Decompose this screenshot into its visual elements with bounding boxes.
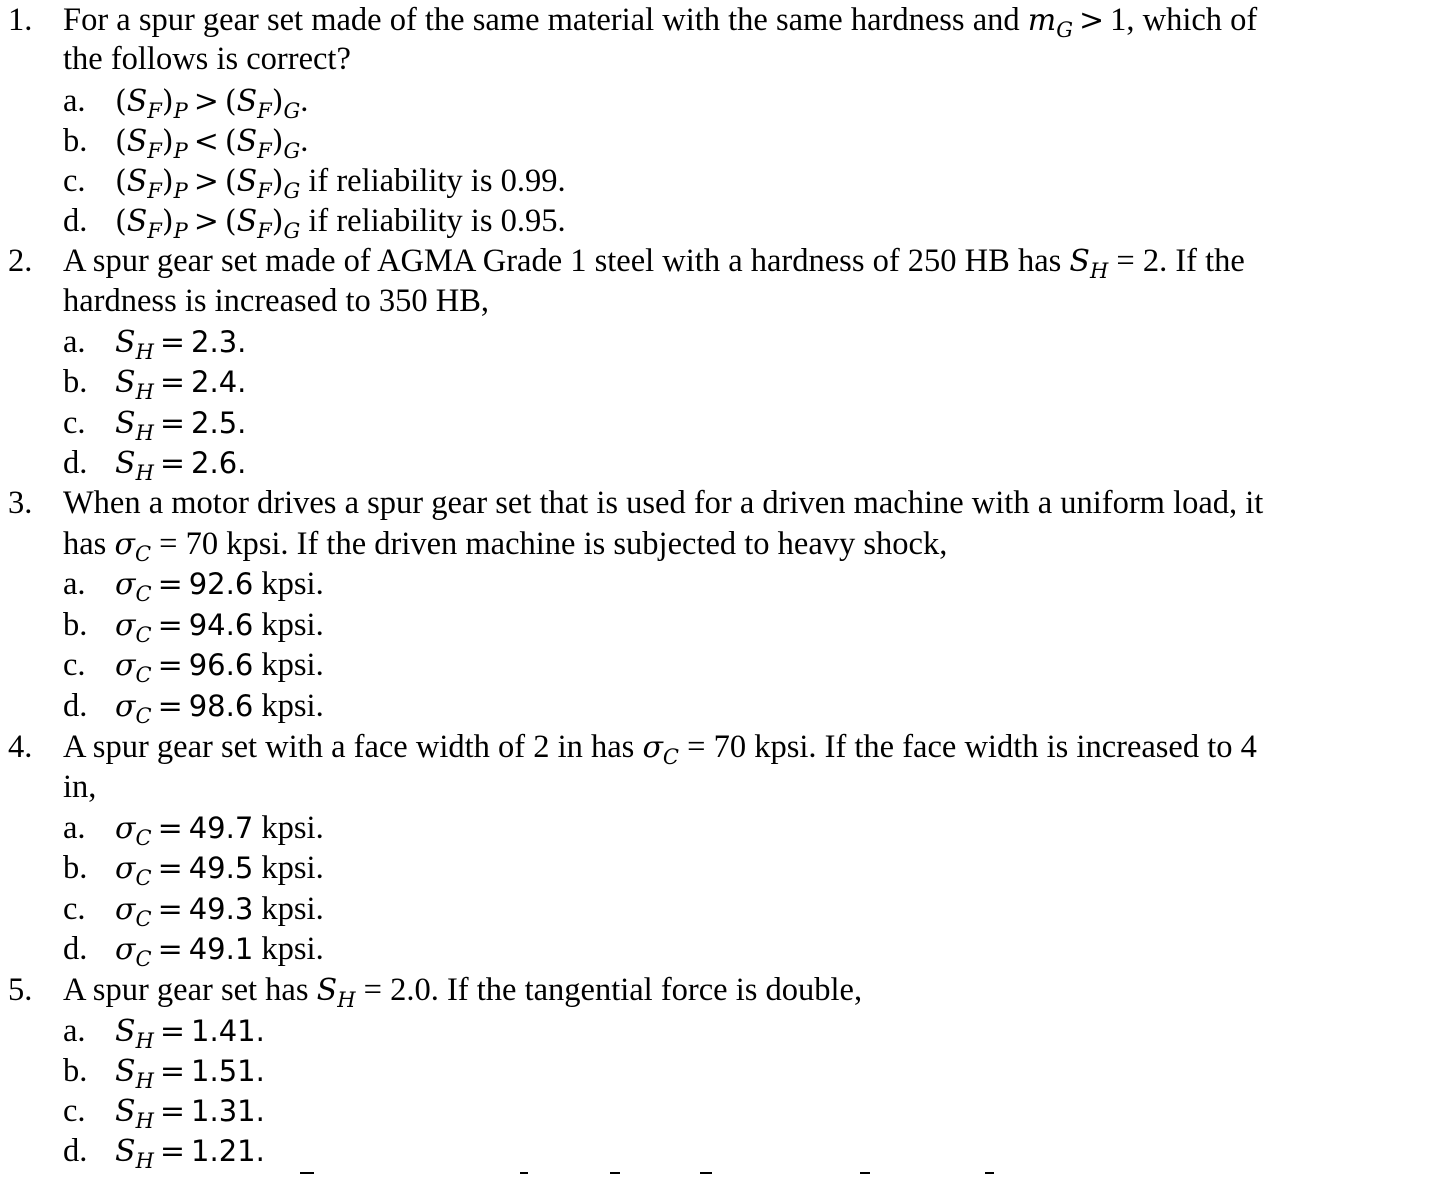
option-b: b. $(S_F)_P < (S_F)_G$.: [63, 123, 309, 163]
cropped-text-remnant: [0, 1172, 1449, 1180]
option-c: c. $(S_F)_P > (S_F)_G$ if reliability is 0.99.: [63, 163, 566, 203]
option-c: c. $S_H = 1.31$.: [63, 1093, 265, 1133]
question-text-line: the follows is correct?: [63, 41, 351, 77]
option-c: c. $\sigma_C = 49.3$ kpsi.: [63, 891, 324, 931]
question-text-line: hardness is increased to 350 HB,: [63, 283, 490, 319]
question-text-line: A spur gear set with a face width of 2 in has $\sigma_C = 70$ kpsi. If the face width is increased to 4: [63, 729, 1257, 769]
question-text-line: When a motor drives a spur gear set that is used for a driven machine with a uniform load, it: [63, 485, 1264, 521]
question-text-line: in,: [63, 769, 97, 805]
option-c: c. $S_H = 2.5$.: [63, 405, 247, 445]
question-text-line: A spur gear set made of AGMA Grade 1 steel with a hardness of 250 HB has $S_H = 2$. If the: [63, 243, 1245, 283]
option-c: c. $\sigma_C = 96.6$ kpsi.: [63, 647, 324, 687]
question-text-line: has $\sigma_C = 70$ kpsi. If the driven machine is subjected to heavy shock,: [63, 526, 948, 566]
option-b: b. $S_H = 1.51$.: [63, 1053, 265, 1093]
option-d: d. $\sigma_C = 49.1$ kpsi.: [63, 931, 324, 971]
question-number: 2.: [8, 243, 33, 279]
option-a: a. $(S_F)_P > (S_F)_G$.: [63, 83, 309, 123]
question-text-line: A spur gear set has $S_H = 2.0$. If the tangential force is double,: [63, 972, 863, 1012]
option-d: d. $S_H = 2.6$.: [63, 445, 247, 485]
option-b: b. $\sigma_C = 49.5$ kpsi.: [63, 850, 324, 890]
option-a: a. $S_H = 1.41$.: [63, 1013, 265, 1053]
option-b: b. $S_H = 2.4$.: [63, 364, 247, 404]
option-d: d. $(S_F)_P > (S_F)_G$ if reliability is 0.95.: [63, 203, 566, 243]
question-text-line: For a spur gear set made of the same material with the same hardness and $m_G > 1$, which of: [63, 2, 1258, 42]
option-d: d. $S_H = 1.21$.: [63, 1133, 265, 1173]
option-d: d. $\sigma_C = 98.6$ kpsi.: [63, 688, 324, 728]
question-number: 4.: [8, 729, 33, 765]
option-b: b. $\sigma_C = 94.6$ kpsi.: [63, 607, 324, 647]
question-number: 3.: [8, 485, 33, 521]
option-a: a. $\sigma_C = 49.7$ kpsi.: [63, 810, 324, 850]
option-a: a. $\sigma_C = 92.6$ kpsi.: [63, 566, 324, 606]
question-number: 1.: [8, 2, 33, 38]
option-a: a. $S_H = 2.3$.: [63, 324, 247, 364]
question-number: 5.: [8, 972, 33, 1008]
